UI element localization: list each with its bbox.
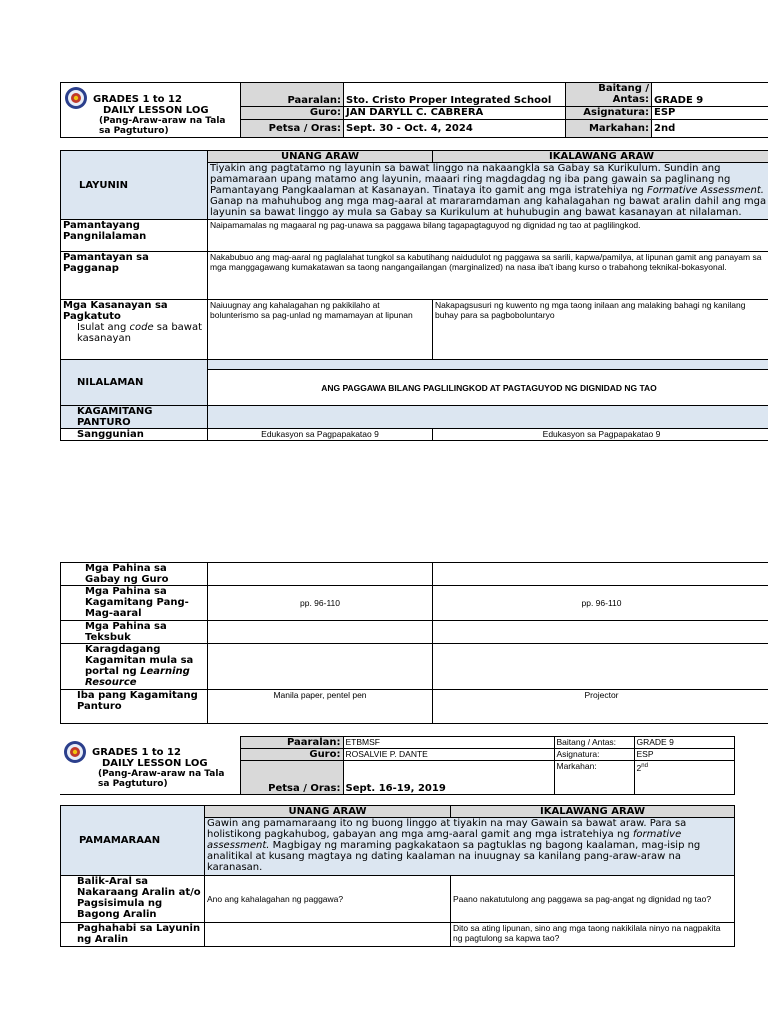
iba-pang-kagamitan-label: Iba pang Kagamitang Panturo [61,690,208,724]
pamantayang-pangnilalaman-label: Pamantayang Pangnilalaman [61,220,208,252]
paghahabi-label: Paghahabi sa Layunin ng Aralin [61,923,205,947]
grades-title: GRADES 1 to 12 [93,94,182,105]
day1-header: UNANG ARAW [205,806,451,818]
kagamitang-panturo-blank [208,406,768,429]
school-value: Sto. Cristo Proper Integrated School [344,83,566,107]
kagamitang-mag-aaral-day2: pp. 96-110 [433,586,768,621]
deped-seal-icon [64,86,88,110]
pamamaraan-text: Gawin ang pamamaraang ito ng buong linggo at tiyakin na may Gawain sa bawat araw. Para sa holistikong pagkahubog, gabayan ang mga amg-aaral gamit ang mga istratehiya ng formative assessment. Magbigay ng maraming pagkakataon sa pagtuklas ng bagong kaalaman, mag-isip ng analitikal at kusang magtaya ng dating kaalaman na inuugnay sa kanilang pang-araw-araw na karanasan. [205,818,735,876]
sanggunian-label: Sanggunian [61,429,208,441]
date-label: Petsa / Oras: [240,761,343,795]
subject-value: ESP [634,749,734,761]
lesson-log-header-1 [60,82,768,138]
day2-header: IKALAWANG ARAW [433,151,768,163]
mga-kasanayan-day1: Naiuugnay ang kahalagahan ng pakikilaho at bolunterismo sa pag-unlad ng mamamayan at lipunan [208,300,433,360]
pamamaraan-cell [61,806,205,876]
grade-value: GRADE 9 [634,737,734,749]
karagdagang-kagamitan-label: Karagdagang Kagamitan mula sa portal ng Learning Resource [61,644,208,690]
school-label: Paaralan: [241,83,344,107]
iba-pang-kagamitan-day1: Manila paper, pentel pen [208,690,433,724]
mga-kasanayan-day2: Nakapagsusuri ng kuwento ng mga taong inilaan ang malaking bahagi ng kanilang buhay para sa pagboboluntaryo [433,300,768,360]
mga-kasanayan-cell [61,300,208,360]
lesson-log-table-3 [60,805,735,947]
quarter-label: Markahan: [554,761,634,795]
deped-seal-icon [63,740,87,764]
paghahabi-day2: Dito sa ating lipunan, sino ang mga taong nakikilala ninyo na nagpakita ng pagtulong sa kapwa tao? [451,923,735,947]
subject-label: Asignatura: [566,107,652,120]
mga-kasanayan-label: Mga Kasanayan sa Pagkatuto [63,300,168,322]
layunin-label: LAYUNIN [79,179,128,191]
quarter-value: 2nd [652,120,768,138]
header2-title-block [60,737,240,795]
day1-header: UNANG ARAW [208,151,433,163]
pamantayang-pangnilalaman-text: Naipamamalas ng magaaral ng pag-unawa sa paggawa bilang tagapagtaguyod ng dignidad ng tao at paglilingkod. [208,220,768,252]
balik-aral-label: Balik-Aral sa Nakaraang Aralin at/o Pagsisimula ng Bagong Aralin [61,876,205,923]
subject-label: Asignatura: [554,749,634,761]
lesson-log-table-2 [60,562,768,724]
grade-label: Baitang / Antas: [566,83,652,107]
lesson-log-table-1 [60,150,768,441]
teacher-value: ROSALVIE P. DANTE [343,749,554,761]
date-value: Sept. 16-19, 2019 [343,761,554,795]
grade-value: GRADE 9 [652,83,768,107]
layunin-text: Tiyakin ang pagtatamo ng layunin sa bawat linggo na nakaangkla sa Gabay sa Kurikulum. Sundin ang pamamaraan upang matamo ang layunin, maaari ring magdagdag ng iba pang gawain sa paglinang ng Pamantayang Pangkaalaman at Kasanayan. Tinataya ito gamit ang mga istratehiya ng Formative Assessment. Ganap na mahuhubog ang mga mag-aaral at mararamdaman ang kahalagahan ng bawat aralin dahil ang mga layunin sa bawat linggo ay mula sa Gabay sa Kurikulum at huhubugin ang bawat kasanayan at nilalaman. [208,163,768,220]
grades-title: GRADES 1 to 12 [92,746,181,758]
balik-aral-day1: Ano ang kahalagahan ng paggawa? [205,876,451,923]
pamantayan-sa-pagganap-label: Pamantayan sa Pagganap [61,252,208,300]
mga-kasanayan-sublabel: Isulat ang code sa bawat kasanayan [77,322,203,344]
kagamitang-mag-aaral-day1: pp. 96-110 [208,586,433,621]
teksbuk-label: Mga Pahina sa Teksbuk [61,621,208,644]
paghahabi-day1 [205,923,451,947]
daily-lesson-log-title: DAILY LESSON LOG [103,105,209,116]
sanggunian-day1: Edukasyon sa Pagpapakatao 9 [208,429,433,441]
header-subtitle: (Pang-Araw-araw na Tala sa Pagtuturo) [98,768,225,789]
quarter-value: 2nd [634,761,734,795]
layunin-cell [61,151,208,220]
header-subtitle: (Pang-Araw-araw na Tala sa Pagtuturo) [99,116,226,136]
teacher-label: Guro: [241,107,344,120]
teacher-value: JAN DARYLL C. CABRERA [344,107,566,120]
header-title-block [61,83,241,138]
school-value: ETBMSF [343,737,554,749]
subject-value: ESP [652,107,768,120]
teksbuk-day2 [433,621,768,644]
sanggunian-day2: Edukasyon sa Pagpapakatao 9 [433,429,768,441]
date-label: Petsa / Oras: [241,120,344,138]
school-label: Paaralan: [240,737,343,749]
karagdagang-kagamitan-day1 [208,644,433,690]
iba-pang-kagamitan-day2: Projector [433,690,768,724]
teacher-label: Guro: [240,749,343,761]
gabay-ng-guro-day1 [208,563,433,586]
nilalaman-blank [208,360,768,370]
teksbuk-day1 [208,621,433,644]
kagamitang-mag-aaral-label: Mga Pahina sa Kagamitang Pang-Mag-aaral [61,586,208,621]
gabay-ng-guro-label: Mga Pahina sa Gabay ng Guro [61,563,208,586]
nilalaman-label: NILALAMAN [61,360,208,406]
pamantayan-sa-pagganap-text: Nakabubuo ang mag-aaral ng paglalahat tungkol sa kabutihang naidudulot ng paggawa sa sarili, kapwa/pamilya, at lipunan gamit ang panayam sa mga manggagawang kumakatawan sa taong nangangailangan (marginalized) na nasa iba't ibang kurso o trabahong teknikal-bokasyonal. [208,252,768,300]
pamamaraan-label: PAMAMARAAN [79,835,161,846]
date-value: Sept. 30 - Oct. 4, 2024 [344,120,566,138]
karagdagang-kagamitan-day2 [433,644,768,690]
kagamitang-panturo-label: KAGAMITANG PANTURO [61,406,208,429]
balik-aral-day2: Paano nakatutulong ang paggawa sa pag-angat ng dignidad ng tao? [451,876,735,923]
daily-lesson-log-title: DAILY LESSON LOG [102,757,208,769]
nilalaman-text: ANG PAGGAWA BILANG PAGLILINGKOD AT PAGTAGUYOD NG DIGNIDAD NG TAO [208,370,768,406]
gabay-ng-guro-day2 [433,563,768,586]
quarter-label: Markahan: [566,120,652,138]
grade-label: Baitang / Antas: [554,737,634,749]
lesson-log-header-2 [60,736,735,795]
day2-header: IKALAWANG ARAW [451,806,735,818]
